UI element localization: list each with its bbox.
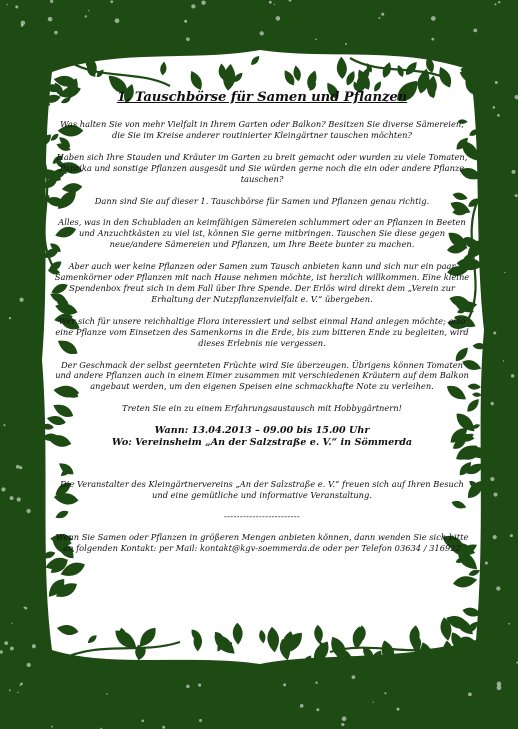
foliage-speck — [184, 20, 187, 23]
leaf-shape — [336, 56, 347, 79]
foliage-speck — [3, 424, 5, 426]
foliage-speck — [396, 708, 399, 711]
foliage-speck — [495, 81, 498, 84]
foliage-speck — [201, 1, 205, 5]
foliage-speck — [490, 477, 494, 481]
foliage-speck — [504, 272, 505, 273]
foliage-speck — [186, 37, 190, 41]
foliage-speck — [24, 607, 26, 609]
foliage-speck — [352, 675, 356, 679]
foliage-speck — [32, 644, 36, 648]
foliage-speck — [186, 685, 190, 689]
foliage-speck — [141, 719, 144, 722]
paragraph-donation: Aber auch wer keine Pflanzen oder Samen zum Tausch anbieten kann und sich nur ein paar Samenkörner oder Pflanzen mit nach Hause nehmen möchte, ist herzlich willkommen. Eine kleine Spendenbox freut sich in dem Fall über Ihre Spende. Der Erlös wird direkt dem „Verein zur Erhaltung der Nutzpflanzenvielfalt e. V.“ übergeben. — [54, 261, 470, 304]
foliage-speck — [162, 726, 165, 729]
separator-line: ------------------------ — [223, 511, 301, 522]
foliage-speck — [15, 5, 18, 8]
foliage-speck — [498, 1, 500, 3]
foliage-speck — [11, 623, 12, 624]
foliage-speck — [510, 534, 513, 537]
foliage-speck — [468, 692, 472, 696]
foliage-speck — [10, 647, 14, 651]
foliage-speck — [9, 689, 11, 691]
foliage-speck — [493, 492, 497, 496]
foliage-speck — [496, 586, 500, 590]
paragraph-plants: Haben sich Ihre Stauden und Kräuter im Garten zu breit gemacht oder wurden zu viele Tomaten, Paprika und sonstige Pflanzen ausgesät und Sie würden gerne noch die ein oder andere Pflanze tauschen? — [56, 151, 468, 184]
leaf-shape — [187, 69, 205, 92]
foliage-speck — [199, 719, 202, 722]
foliage-speck — [10, 496, 14, 500]
foliage-speck — [4, 641, 8, 645]
foliage-speck — [431, 38, 434, 41]
paragraph-flora: Wer sich für unsere reichhaltige Flora interessiert und selbst einmal Hand anlegen möchte; also eine Pflanze vom Einsetzen des Samenkorns in die Erde, bis zum bitteren Ende zu begleiten, wird dieses Erlebnis nie vergessen. — [55, 315, 469, 348]
foliage-speck — [342, 716, 347, 721]
foliage-speck — [16, 465, 20, 469]
foliage-speck — [26, 509, 30, 513]
leaf-shape — [249, 54, 261, 67]
foliage-speck — [269, 1, 272, 4]
paragraph-bring: Alles, was in den Schubladen an keimfähigen Sämereien schlummert oder an Pflanzen in Beeten und Anzuchtkästen zu viel ist, können Sie gerne mitbringen. Tauschen Sie diese gegen neue/andere Sämereien und Pflanzen, um Ihre Beete bunter zu machen. — [58, 217, 466, 250]
foliage-speck — [198, 684, 201, 687]
foliage-speck — [315, 39, 317, 41]
foliage-speck — [497, 114, 500, 117]
foliage-speck — [20, 683, 23, 686]
foliage-speck — [494, 3, 496, 5]
paragraph-taste: Der Geschmack der selbst geernteten Früchte wird Sie überzeugen. Übrigens können Tomaten und andere Pflanzen auch in einem Eimer zusammen mit verschiedenen Kräutern auf dem Balkon angebaut werden, um den eigenen Speisen eine schmackhafte Note zu verleihen. — [55, 359, 469, 392]
foliage-speck — [373, 701, 374, 702]
foliage-speck — [381, 13, 384, 16]
foliage-speck — [1, 487, 5, 491]
foliage-speck — [17, 692, 18, 693]
event-details — [54, 425, 470, 449]
foliage-speck — [21, 24, 24, 27]
foliage-speck — [503, 360, 504, 361]
foliage-speck — [491, 402, 494, 405]
foliage-speck — [276, 16, 281, 21]
leaf-shape — [403, 60, 419, 78]
foliage-speck — [431, 16, 436, 21]
foliage-speck — [316, 708, 319, 711]
foliage-speck — [485, 562, 488, 565]
foliage-speck — [384, 692, 386, 694]
foliage-speck — [48, 17, 53, 22]
foliage-speck — [493, 332, 496, 335]
foliage-speck — [511, 374, 514, 377]
paragraph-right-place: Dann sind Sie auf dieser 1. Tauschbörse für Samen und Pflanzen genau richtig. — [94, 195, 430, 206]
flyer-title: 1. Tauschbörse für Samen und Pflanzen — [116, 90, 408, 105]
foliage-speck — [283, 683, 286, 686]
event-when: Wann: 13.04.2013 – 09.00 bis 15.00 Uhr — [154, 425, 370, 437]
foliage-speck — [508, 623, 510, 625]
foliage-speck — [9, 317, 11, 319]
paragraph-invite: Treten Sie ein zu einem Erfahrungsaustausch mit Hobbygärtnern! — [122, 403, 402, 414]
leaf-shape — [472, 392, 482, 397]
foliage-speck — [110, 0, 113, 3]
foliage-speck — [6, 4, 7, 5]
foliage-speck — [473, 28, 477, 32]
foliage-speck — [378, 17, 380, 19]
foliage-speck — [191, 4, 195, 8]
foliage-speck — [88, 10, 89, 11]
foliage-speck — [515, 194, 518, 197]
foliage-speck — [51, 726, 53, 728]
event-where: Wo: Vereinsheim „An der Salzstraße e. V.“ in Sömmerda — [111, 437, 413, 449]
foliage-speck — [106, 693, 108, 695]
foliage-speck — [17, 497, 21, 501]
foliage-speck — [27, 663, 31, 667]
paragraph-intro: Was halten Sie von mehr Vielfalt in Ihrem Garten oder Balkon? Besitzen Sie diverse Sämereien, die Sie im Kreise anderer routinierter Kleingärtner tauschen möchten? — [60, 119, 464, 140]
foliage-speck — [54, 31, 58, 35]
foliage-speck — [341, 723, 344, 726]
foliage-speck — [115, 18, 120, 23]
foliage-speck — [19, 298, 23, 302]
foliage-speck — [260, 31, 264, 35]
leaf-shape — [160, 61, 168, 75]
foliage-speck — [300, 704, 304, 708]
foliage-speck — [19, 466, 22, 469]
paragraph-closing: Die Veranstalter des Kleingärtnervereins „An der Salzstraße e. V.“ freuen sich auf Ihren Besuch und eine gemütliche und informative Veranstaltung. — [60, 479, 464, 501]
foliage-speck — [497, 685, 502, 690]
foliage-speck — [493, 106, 496, 109]
foliage-speck — [85, 15, 87, 17]
foliage-speck — [315, 682, 317, 684]
foliage-speck — [493, 535, 497, 539]
foliage-speck — [511, 170, 515, 174]
paragraph-contact: Wenn Sie Samen oder Pflanzen in größeren Mengen anbieten können, dann wenden Sie sich bitte an folgenden Kontakt: per Mail: kontakt@kgv-soemmerda.de oder per Telefon 03634 / 316922 — [55, 531, 469, 553]
flyer-content — [54, 90, 470, 665]
foliage-speck — [274, 4, 275, 5]
foliage-speck — [345, 43, 347, 45]
